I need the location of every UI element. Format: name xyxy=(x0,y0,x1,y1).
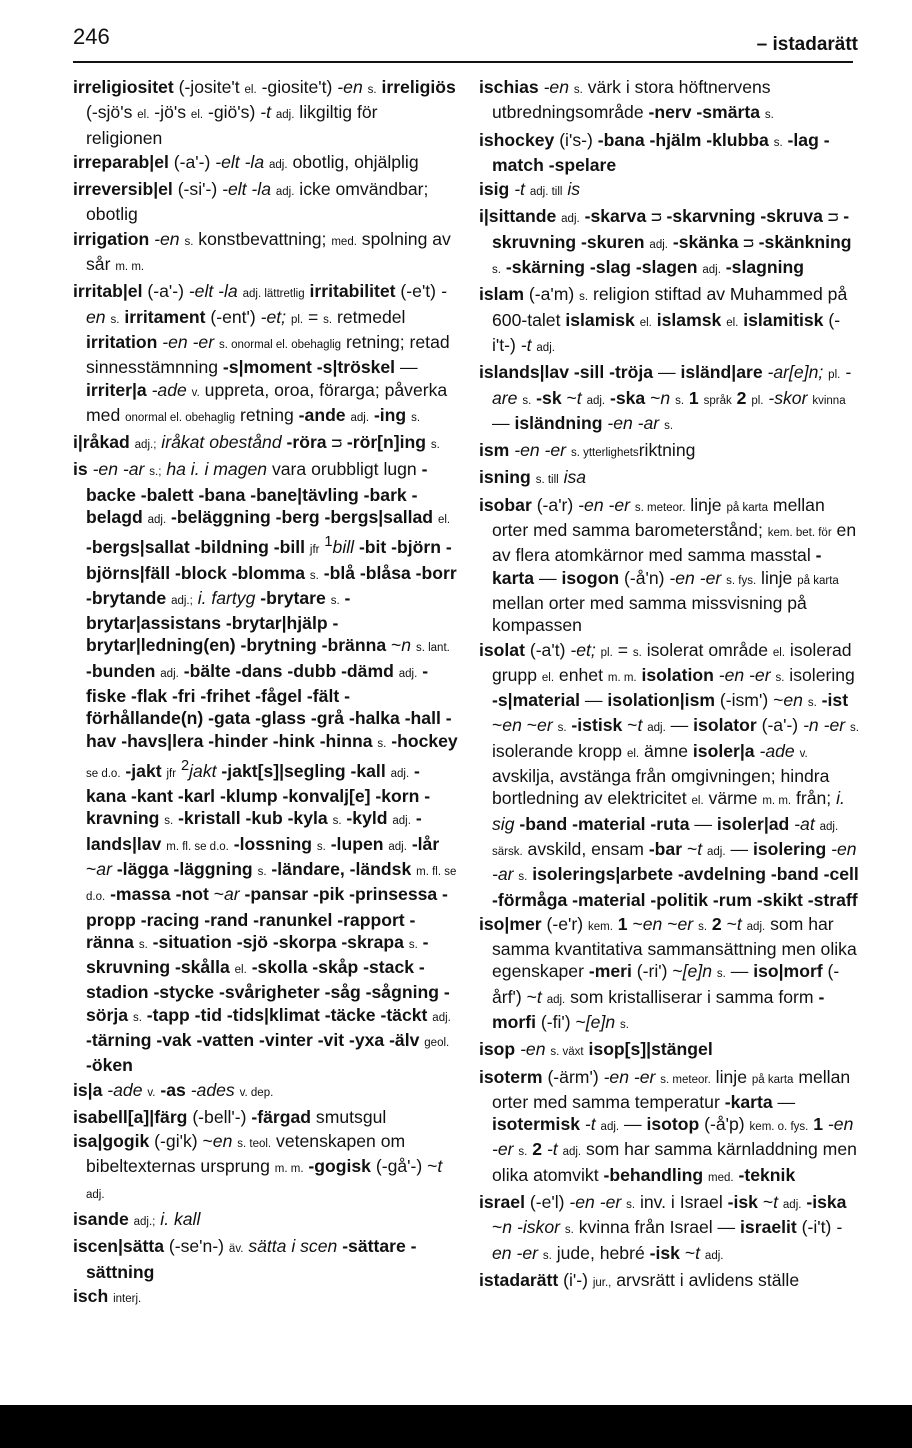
dictionary-entry: isig -t adj. till is xyxy=(479,179,581,200)
dictionary-entry: isolat (-a't) -et; pl. = s. isolerat område el. isolerad grupp el. enhet m. m. isolation -en -er s. isolering -s|material — isolation|ism (-ism') ~en s. -ist ~en ~er s. -istisk ~t adj. — isolator (-a'-) -n -er s. isolerande kropp el. ämne isoler|a -ade v. avskilja, avstänga från omgivningen; hindra bortledning av elektricitet el. värme m. m. från; i. sig -band -material -ruta — isoler|ad -at adj. särsk. avskild, ensam -bar ~t adj. — isolering -en -ar s. isolerings|arbete -avdelning -band -cell -förmåga -material -politik -rum -skikt -straff xyxy=(479,639,859,910)
dictionary-entry: iscen|sätta (-se'n-) äv. sätta i scen -sättare -sättning xyxy=(73,1236,417,1282)
dictionary-entry: isa|gogik (-gi'k) ~en s. teol. vetenskapen om bibeltexternas ursprung m. m. -gogisk (-gå'-) ~t adj. xyxy=(73,1131,443,1201)
dictionary-entry: irreligiositet (-josite't el. -giosite't) -en s. irreligiös (-sjö's el. -jö's el. -giö's) -t adj. likgiltig för religionen xyxy=(73,77,456,148)
dictionary-entry: irreparab|el (-a'-) -elt -la adj. obotlig, ohjälplig xyxy=(73,151,419,172)
dictionary-entry: irreversib|el (-si'-) -elt -la adj. icke omvändbar; obotlig xyxy=(73,179,429,225)
dictionary-entry: is|a -ade v. -as -ades v. dep. xyxy=(73,1079,274,1100)
guide-word: – istadarätt xyxy=(756,34,858,55)
dictionary-entry: i|råkad adj.; iråkat obestånd -röra ᴝ -rör[n]ing s. xyxy=(73,432,440,453)
dictionary-entry: islam (-a'm) s. religion stiftad av Muhammed på 600-talet islamisk el. islamsk el. islamitisk (-i't-) -t adj. xyxy=(479,284,848,355)
dictionary-entry: i|sittande adj. -skarva ᴝ -skarvning -skruva ᴝ -skruvning -skuren adj. -skänka ᴝ -skänkning s. -skärning -slag -slagen adj. -slagning xyxy=(479,206,852,278)
dictionary-entry: ishockey (i's-) -bana -hjälm -klubba s. -lag -match -spelare xyxy=(479,129,830,175)
dictionary-entry: isoterm (-ärm') -en -er s. meteor. linje på karta mellan orter med samma temperatur -karta — isotermisk -t adj. — isotop (-å'p) kem. o. fys. 1 -en -er s. 2 -t adj. som har samma kärnladdning men olika atomvikt -behandling med. -teknik xyxy=(479,1066,857,1185)
dictionary-entry: ism -en -er s. ytterlighetsriktning xyxy=(479,440,696,461)
dictionary-entry: israel (-e'l) -en -er s. inv. i Israel -isk ~t adj. -iska ~n -iskor s. kvinna från Israel — israelit (-i't) -en -er s. jude, hebré -isk ~t adj. xyxy=(479,1192,847,1263)
dictionary-entry: isch interj. xyxy=(73,1285,142,1306)
right-column xyxy=(479,76,859,1296)
dictionary-entry: is -en -ar s.; ha i. i magen vara orubbligt lugn -backe -balett -bana -bane|tävling -bark -belagd adj. -beläggning -berg -bergs|sallad el. -bergs|sallat -bildning -bill jfr $^1$bill -bit -björn -björns|fäll -block -blomma s. -blå -blåsa -borr -brytande adj.; i. fartyg -brytare s. -brytar|assistans -brytar|hjälp -brytar|ledning(en) -brytning -bränna ~n s. lant. -bunden adj. -bälte -dans -dubb -dämd adj. -fiske -flak -fri -frihet -fågel -fält -förhållande(n) -gata -glass -grå -halka -hall -hav -havs|lera -hinder -hink -hinna s. -hockey se d.o. -jakt jfr $^2$jakt -jakt[s]|segling -kall adj. -kana -kant -karl -klump -konvalj[e] -korn -kravning s. -kristall -kub -kyla s. -kyld adj. -lands|lav m. fl. se d.o. -lossning s. -lupen adj. -lår ~ar -lägga -läggning s. -ländare, -ländsk m. fl. se d.o. -massa -not ~ar -pansar -pik -prinsessa -propp -racing -rand -ranunkel -rapport -ränna s. -situation -sjö -skorpa -skrapa s. -skruvning -skålla el. -skolla -skåp -stack -stadion -stycke -svårigheter -såg -sågning -sörja s. -tapp -tid -tids|klimat -täcke -täckt adj. -tärning -vak -vatten -vinter -vit -yxa -älv geol. -öken xyxy=(73,459,458,1076)
dictionary-entry: isop -en s. växt isop[s]|stängel xyxy=(479,1039,713,1060)
left-column xyxy=(73,76,458,1312)
dictionary-entry: iso|mer (-e'r) kem. 1 ~en ~er s. 2 ~t adj. som har samma kvantitativa sammansättning men olika egenskaper -meri (-ri') ~[e]n s. — iso|morf (-årf') ~t adj. som kristalliserar i samma form -morfi (-fi') ~[e]n s. xyxy=(479,913,857,1032)
scan-border xyxy=(0,1405,912,1448)
dictionary-entry: islands|lav -sill -tröja — isländ|are -ar[e]n; pl. -are s. -sk ~t adj. -ska ~n s. 1 språk 2 pl. -skor kvinna — isländning -en -ar s. xyxy=(479,362,852,433)
dictionary-entry: ischias -en s. värk i stora höftnervens utbredningsområde -nerv -smärta s. xyxy=(479,77,774,123)
dictionary-entry: istadarätt (i'-) jur., arvsrätt i avlidens ställe xyxy=(479,1269,800,1290)
page-number: 246 xyxy=(73,24,110,49)
dictionary-entry: isobar (-a'r) -en -er s. meteor. linje på karta mellan orter med samma barometerstånd; kem. bet. för en av flera atomkärnor med samma masstal -karta — isogon (-å'n) -en -er s. fys. linje på karta mellan orter med samma missvisning på kompassen xyxy=(479,494,857,636)
dictionary-entry: isning s. till isa xyxy=(479,467,587,488)
dictionary-entry: isabell[a]|färg (-bell'-) -färgad smutsgul xyxy=(73,1106,387,1127)
dictionary-entry: isande adj.; i. kall xyxy=(73,1209,201,1230)
dictionary-entry: irrigation -en s. konstbevattning; med. spolning av sår m. m. xyxy=(73,228,451,275)
dictionary-entry: irritab|el (-a'-) -elt -la adj. lättretlig irritabilitet (-e't) -en s. irritament (-ent') -et; pl. = s. retmedel irritation -en -er s. onormal el. obehaglig retning; retad sinnesstämnning -s|moment -s|tröskel — irriter|a -ade v. uppreta, oroa, förarga; påverka med onormal el. obehaglig retning -ande adj. -ing s. xyxy=(73,281,450,425)
header-rule xyxy=(73,61,853,63)
